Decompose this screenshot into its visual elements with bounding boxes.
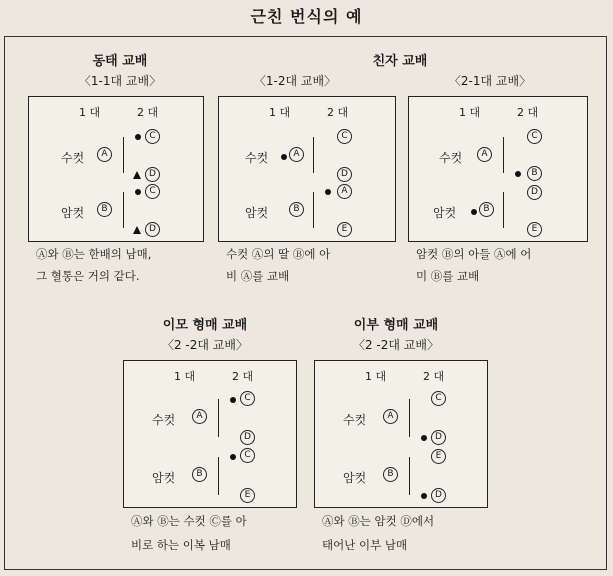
gen2-label: 2 대 [137,106,159,119]
gen2-label: 2 대 [423,370,445,383]
dot-marker [421,493,427,499]
gen2-label: 2 대 [232,370,254,383]
page-title: 근친 번식의 예 [250,7,363,26]
circle-d: D [145,167,160,182]
circle-c: C [145,129,160,144]
female-label: 암컷 [343,471,367,485]
dot-marker [281,154,287,160]
circle-c: C [431,391,446,406]
circle-c: C [240,448,255,463]
section-title-aunt: 이모 형매 교배 [162,318,248,333]
caption-line: Ⓐ와 Ⓑ는 수컷 Ⓒ를 아 [131,514,247,528]
caption-line: Ⓐ와 Ⓑ는 암컷 Ⓓ에서 [322,514,435,528]
male-label: 수컷 [245,151,269,165]
male-label: 수컷 [61,151,85,165]
circle-a: A [337,184,352,199]
circle-a: A [97,147,112,162]
gen2-label: 2 대 [327,106,349,119]
dot-marker [230,397,236,403]
dot-marker [230,454,236,460]
dot-marker [135,134,141,140]
brace-line [218,457,219,495]
circle-c: C [240,391,255,406]
male-label: 수컷 [343,413,367,427]
brace-line [123,192,124,228]
circle-c: C [527,129,542,144]
circle-d: D [431,430,446,445]
diagram-panel-same-gen [28,96,204,242]
diagram-panel-uncle [314,360,488,508]
caption-line: 비 Ⓐ를 교배 [226,269,290,283]
circle-d: D [337,167,352,182]
brace-line [409,457,410,495]
female-label: 암컷 [152,471,176,485]
female-label: 암컷 [245,206,269,220]
triangle-marker [133,226,141,234]
circle-e: E [431,449,446,464]
circle-b: B [289,202,304,217]
gen1-label: 1 대 [365,370,387,383]
circle-e: E [337,222,352,237]
section-title-uncle: 이부 형매 교배 [353,318,439,333]
caption-line: 미 Ⓑ를 교배 [416,269,480,283]
brace-line [313,137,314,173]
circle-a: A [477,147,492,162]
dot-marker [421,435,427,441]
circle-e: E [240,488,255,503]
circle-d: D [240,430,255,445]
caption-line: 비로 하는 이복 남매 [131,538,231,552]
dot-marker [135,189,141,195]
circle-a: A [192,409,207,424]
brace-line [123,137,124,173]
gen1-label: 1 대 [459,106,481,119]
circle-d: D [431,488,446,503]
female-label: 암컷 [433,206,457,220]
circle-c: C [145,184,160,199]
gen1-label: 1 대 [79,106,101,119]
triangle-marker [133,171,141,179]
circle-b: B [479,202,494,217]
section-title-close: 친자 교배 [372,54,428,69]
diagram-panel-1-2 [218,96,396,242]
brace-line [409,399,410,437]
gen1-label: 1 대 [269,106,291,119]
brace-line [313,192,314,228]
circle-d: D [527,185,542,200]
caption-line: 암컷 Ⓑ의 아들 Ⓐ에 어 [416,247,532,261]
caption-line: Ⓐ와 Ⓑ는 한배의 남매, [36,247,152,261]
diagram-panel-aunt [123,360,297,508]
brace-line [503,137,504,173]
circle-a: A [383,409,398,424]
male-label: 수컷 [439,151,463,165]
section-subtitle-uncle: 〈2 -2대 교배〉 [352,338,439,352]
brace-line [503,192,504,228]
caption-line: 수컷 Ⓐ의 딸 Ⓑ에 아 [226,247,331,261]
caption-line: 태어난 이부 남매 [322,538,408,552]
section-subtitle-same-gen: 〈1-1대 교배〉 [78,74,162,88]
brace-line [218,399,219,437]
dot-marker [471,209,477,215]
circle-a: A [289,147,304,162]
circle-c: C [337,129,352,144]
section-subtitle-1-2: 〈1-2대 교배〉 [253,74,337,88]
section-title-same-gen: 동태 교배 [92,54,148,69]
circle-b: B [527,166,542,181]
female-label: 암컷 [61,206,85,220]
circle-b: B [97,202,112,217]
dot-marker [515,171,521,177]
gen1-label: 1 대 [174,370,196,383]
caption-line: 그 혈통은 거의 같다. [36,269,140,283]
section-subtitle-2-1: 〈2-1대 교배〉 [448,74,532,88]
circle-e: E [527,222,542,237]
section-subtitle-aunt: 〈2 -2대 교배〉 [161,338,248,352]
male-label: 수컷 [152,413,176,427]
circle-b: B [383,467,398,482]
diagram-panel-2-1 [408,96,588,242]
gen2-label: 2 대 [517,106,539,119]
circle-b: B [192,467,207,482]
dot-marker [325,189,331,195]
circle-d: D [145,222,160,237]
